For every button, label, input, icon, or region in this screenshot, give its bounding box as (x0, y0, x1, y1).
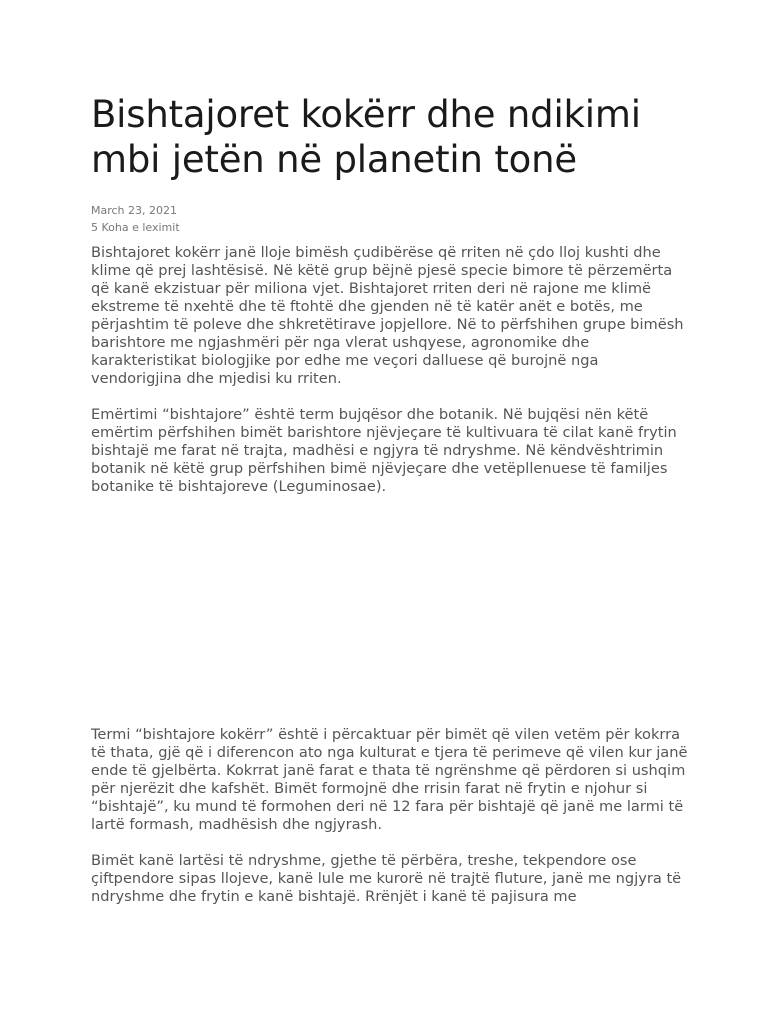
reading-time: 5 Koha e leximit (91, 221, 180, 234)
ad-placeholder (91, 514, 691, 726)
paragraph-2: Emërtimi “bishtajore” është term bujqësor dhe botanik. Në bujqësi nën këtë emërtim përfshihen bimët barishtore njëvjeçare të kultivuara të cilat kanë frytin bishtajë me farat në trajta, madhësi e ngjyra të ndryshme. Në këndvështrimin botanik në këtë grup përfshihen bimë njëvjeçare dhe vetëpllenuese të familjes botanike të bishtajoreve (Leguminosae). (91, 406, 677, 495)
publish-date: March 23, 2021 (91, 204, 178, 217)
article-title: Bishtajoret kokërr dhe ndikimi mbi jetën në planetin tonë (91, 93, 641, 181)
paragraph-1: Bishtajoret kokërr janë lloje bimësh çudibërëse që rriten në çdo lloj kushti dhe klime që prej lashtësisë. Në këtë grup bëjnë pjesë specie bimore të përzemërta që kanë ekzistuar për miliona vjet. Bishtajoret rriten deri në rajone me klimë ekstreme të nxehtë dhe të ftohtë dhe gjenden në të katër anët e botës, me përjashtim të poleve dhe shkretëtirave jopjellore. Në to përfshihen grupe bimësh barishtore me ngjashmëri për nga vlerat ushqyese, agronomike dhe karakteristikat biologjike por edhe me veçori dalluese që burojnë nga vendorigjina dhe mjedisi ku rriten. (91, 244, 684, 387)
paragraph-3: Termi “bishtajore kokërr” është i përcaktuar për bimët që vilen vetëm për kokrra të thata, gjë që i diferencon ato nga kulturat e tjera të perimeve që vilen kur janë ende të gjelbërta. Kokrrat janë farat e thata të ngrënshme që përdoren si ushqim për njerëzit dhe kafshët. Bimët formojnë dhe rrisin farat në frytin e njohur si “bishtajë”, ku mund të formohen deri në 12 fara për bishtajë që janë me larmi të lartë formash, madhësish dhe ngjyrash. (91, 726, 688, 833)
article-meta (91, 202, 691, 236)
article (91, 92, 691, 924)
paragraph-4: Bimët kanë lartësi të ndryshme, gjethe të përbëra, treshe, tekpendore ose çiftpendore sipas llojeve, kanë lule me kurorë në trajtë fluture, janë me ngjyra të ndryshme dhe frytin e kanë bishtajë. Rrënjët i kanë të pajisura me (91, 852, 682, 905)
article-body (91, 244, 691, 906)
